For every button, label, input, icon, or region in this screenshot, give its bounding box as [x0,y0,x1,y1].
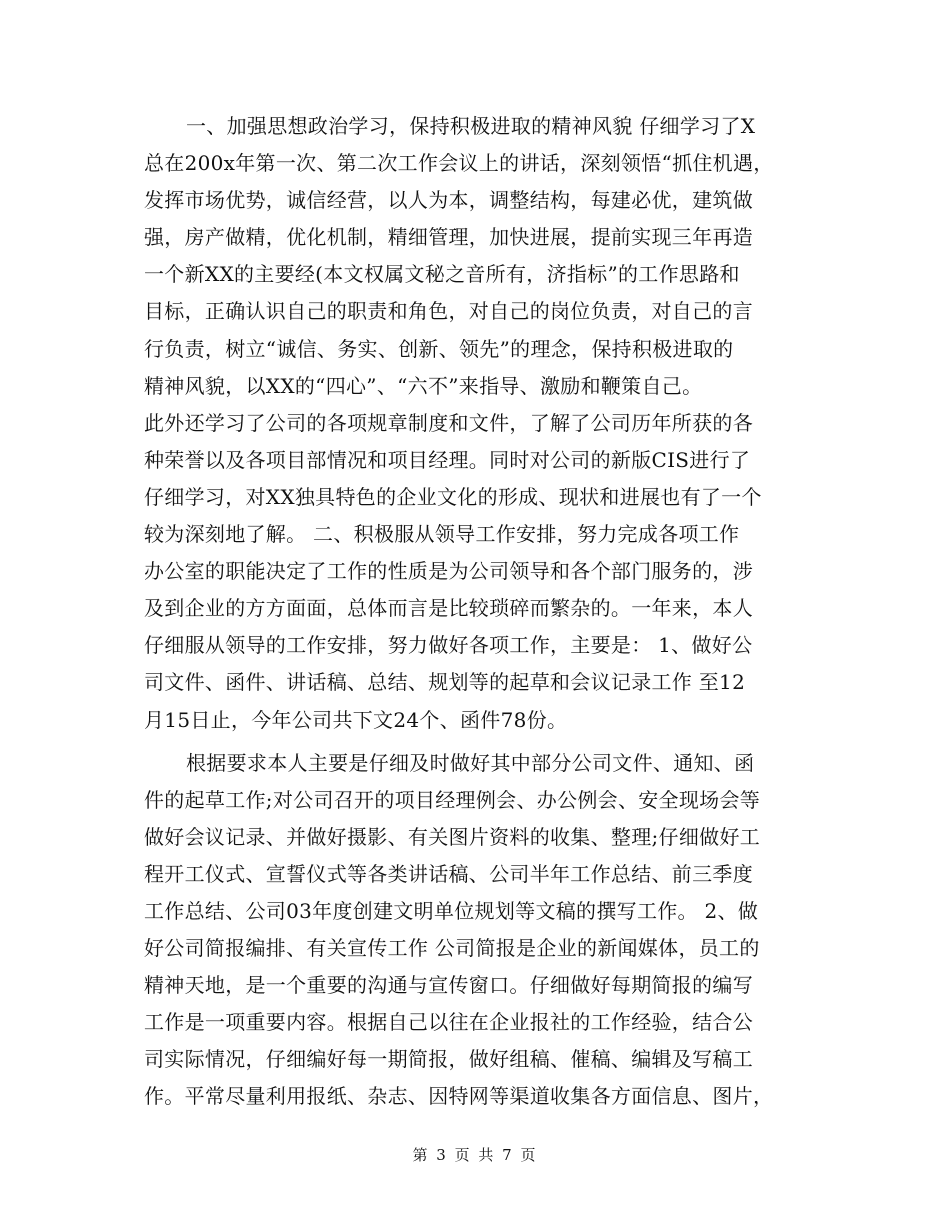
text-line: 作。平常尽量利用报纸、杂志、因特网等渠道收集各方面信息、图片， [144,1084,774,1109]
text-line: 仔细学习，对XX独具特色的企业文化的形成、现状和进展也有了一个 [144,484,762,509]
text-line: 工作是一项重要内容。根据自己以往在企业报社的工作经验，结合公 [144,1010,753,1035]
text-line: 目标，正确认识自己的职责和角色，对自己的岗位负责，对自己的言 [144,299,753,324]
text-line: 此外还学习了公司的各项规章制度和文件，了解了公司历年所获的各 [144,410,753,435]
text-line: 一、加强思想政治学习，保持积极进取的精神风貌 仔细学习了X [186,114,756,138]
text-line: 一个新XX的主要经(本文权属文秘之音所有，济指标”的工作思路和 [144,262,740,287]
text-line: 强，房产做精，优化机制，精细管理，加快进展，提前实现三年再造 [144,225,753,250]
text-line: 程开工仪式、宣誓仪式等各类讲话稿、公司半年工作总结、前三季度 [144,861,753,886]
text-line: 月15日止，今年公司共下文24个、函件78份。 [144,707,568,732]
text-line: 办公室的职能决定了工作的性质是为公司领导和各个部门服务的，涉 [144,559,753,584]
text-line: 工作总结、公司03年度创建文明单位规划等文稿的撰写工作。 2、做 [144,898,759,923]
text-line: 精神风貌，以XX的“四心”、“六不”来指导、激励和鞭策自己。 [144,373,703,398]
text-line: 较为深刻地了解。 二、积极服从领导工作安排，努力完成各项工作 [144,522,740,547]
text-line: 发挥市场优势，诚信经营，以人为本，调整结构，每建必优，建筑做 [144,188,753,213]
text-line: 及到企业的方方面面，总体而言是比较琐碎而繁杂的。一年来，本人 [144,596,753,621]
text-line: 种荣誉以及各项目部情况和项目经理。同时对公司的新版CIS进行了 [144,447,751,472]
text-line: 好公司简报编排、有关宣传工作 公司简报是企业的新闻媒体，员工的 [144,936,760,961]
text-line: 司文件、函件、讲话稿、总结、规划等的起草和会议记录工作 至12 [144,670,746,695]
text-line: 仔细服从领导的工作安排，努力做好各项工作，主要是： 1、做好公 [144,633,753,658]
text-line: 精神天地，是一个重要的沟通与宣传窗口。仔细做好每期简报的编写 [144,973,753,998]
text-line: 根据要求本人主要是仔细及时做好其中部分公司文件、通知、函 [186,750,755,775]
text-line: 司实际情况，仔细编好每一期简报，做好组稿、催稿、编辑及写稿工 [144,1047,753,1072]
page-number-footer: 第 3 页 共 7 页 [412,1146,538,1164]
text-line: 件的起草工作;对公司召开的项目经理例会、办公例会、安全现场会等 [144,787,761,812]
document-body [144,108,814,1116]
text-line: 行负责，树立“诚信、务实、创新、领先”的理念，保持积极进取的 [144,336,734,361]
text-line: 总在200x年第一次、第二次工作会议上的讲话，深刻领悟“抓住机遇， [144,151,774,176]
text-line: 做好会议记录、并做好摄影、有关图片资料的收集、整理;仔细做好工 [144,824,761,849]
